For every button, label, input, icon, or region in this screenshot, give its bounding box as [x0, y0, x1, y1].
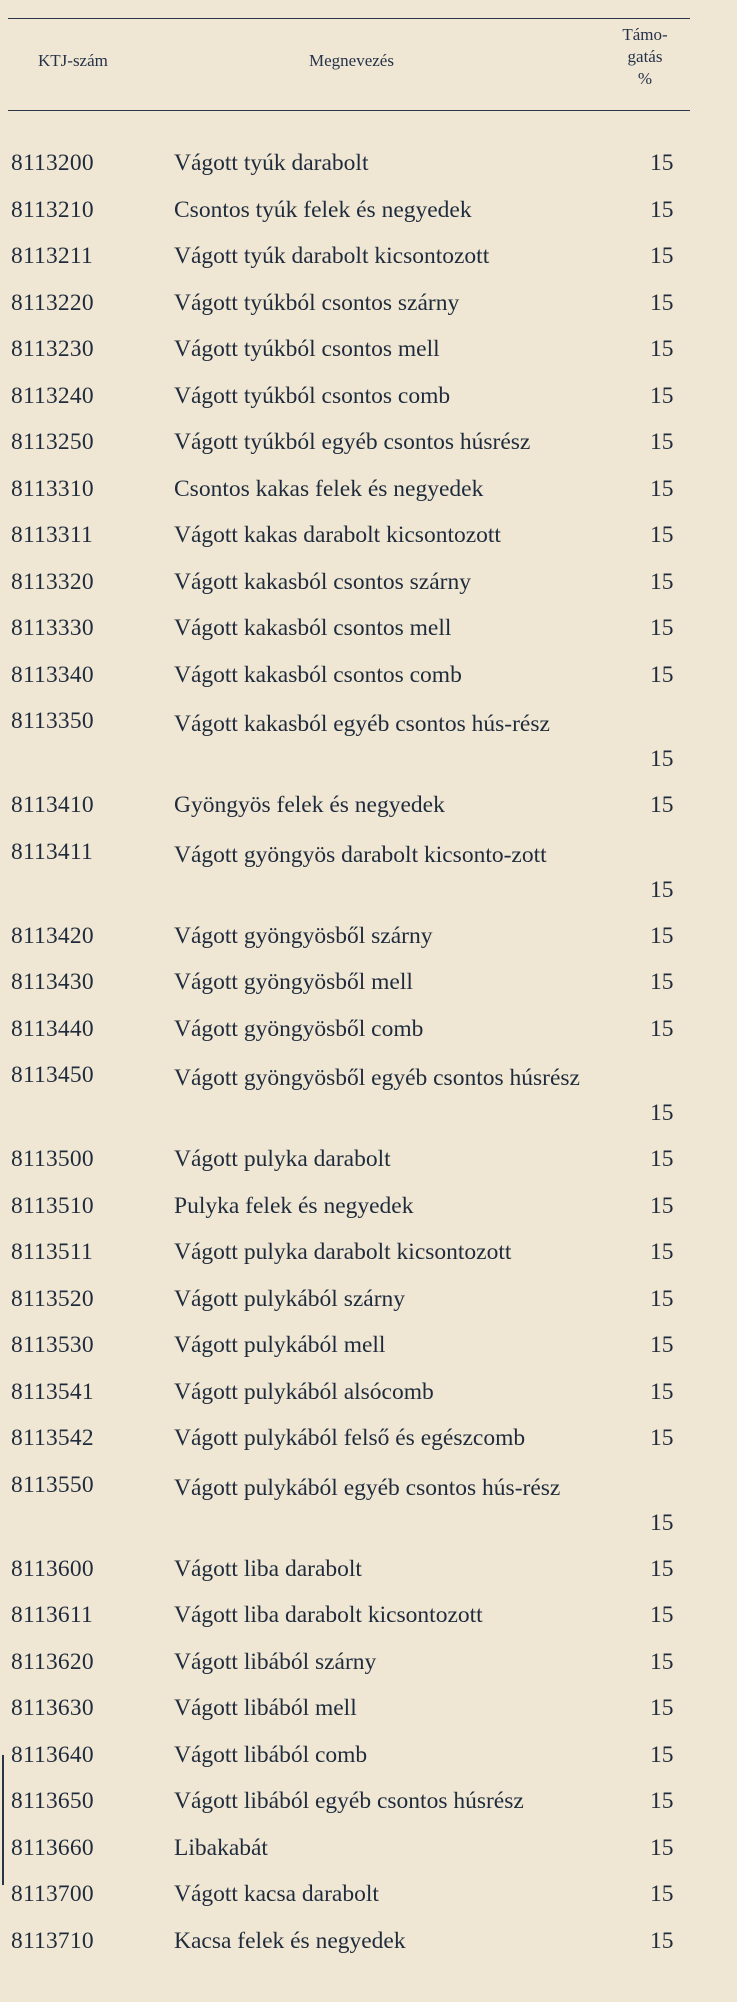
ktj-code: 8113430 [11, 969, 94, 995]
item-name: Vágott gyöngyösből szárny [174, 922, 433, 949]
item-name: Vágott liba darabolt kicsontozott [174, 1602, 483, 1628]
ktj-code: 8113250 [11, 429, 94, 455]
ktj-code: 8113420 [11, 922, 94, 949]
ktj-code: 8113410 [11, 792, 94, 818]
item-name: Vágott tyúk darabolt [174, 150, 369, 176]
item-name: Csontos tyúk felek és negyedek [174, 196, 472, 223]
column-header-code: KTJ-szám [38, 51, 108, 70]
ktj-code: 8113450 [11, 1062, 94, 1088]
ktj-code: 8113600 [11, 1555, 94, 1582]
ktj-code: 8113220 [11, 289, 94, 316]
item-name: Vágott liba darabolt [174, 1555, 362, 1582]
item-name: Vágott tyúkból csontos comb [174, 382, 451, 409]
item-name: Vágott tyúkból csontos szárny [174, 289, 460, 316]
ktj-code: 8113440 [11, 1015, 94, 1042]
ktj-code: 8113710 [11, 1927, 94, 1954]
item-name: Vágott libából comb [174, 1741, 368, 1768]
ktj-code: 8113330 [11, 615, 94, 641]
support-percent: 15 [650, 1425, 674, 1451]
ktj-code: 8113200 [11, 150, 94, 176]
item-name: Vágott pulyka darabolt [174, 1146, 391, 1172]
ktj-code: 8113660 [11, 1834, 94, 1861]
support-percent: 15 [650, 1332, 674, 1358]
ktj-code: 8113511 [11, 1239, 93, 1265]
ktj-code: 8113620 [11, 1648, 94, 1675]
item-name: Vágott libából egyéb csontos húsrész [174, 1788, 524, 1814]
ktj-code: 8113210 [11, 196, 94, 223]
support-percent: 15 [650, 1285, 674, 1312]
ktj-code: 8113700 [11, 1881, 94, 1907]
item-name: Vágott gyöngyösből mell [174, 969, 413, 995]
support-percent: 15 [650, 792, 674, 818]
support-percent: 15 [650, 661, 674, 688]
item-name: Vágott kakasból csontos comb [174, 661, 462, 688]
support-percent: 15 [650, 289, 674, 316]
support-percent: 15 [650, 1834, 674, 1861]
support-percent: 15 [650, 1788, 674, 1814]
support-percent: 15 [650, 1192, 674, 1219]
ktj-code: 8113640 [11, 1741, 94, 1768]
ktj-code: 8113411 [11, 838, 93, 865]
ktj-code: 8113350 [11, 708, 94, 734]
support-percent: 15 [650, 522, 674, 548]
column-header-percent-line: % [637, 69, 653, 88]
item-name: Vágott libából szárny [174, 1648, 377, 1675]
item-name: Vágott kakasból egyéb csontos hús-rész [174, 711, 550, 737]
support-percent: 15 [650, 568, 674, 595]
support-percent: 15 [650, 150, 674, 176]
item-name: Vágott kakas darabolt kicsontozott [174, 522, 501, 548]
support-percent: 15 [650, 196, 674, 223]
ktj-code: 8113520 [11, 1285, 94, 1312]
margin-line [2, 1755, 4, 1885]
item-name: Vágott pulykából felső és egészcomb [174, 1425, 526, 1451]
ktj-code: 8113630 [11, 1695, 94, 1721]
item-name: Vágott tyúkból egyéb csontos húsrész [174, 429, 531, 455]
item-name: Vágott pulykából alsócomb [174, 1378, 434, 1405]
ktj-code: 8113530 [11, 1332, 94, 1358]
ktj-code: 8113320 [11, 568, 94, 595]
support-percent: 15 [650, 876, 674, 903]
item-name: Vágott kakasból csontos szárny [174, 568, 471, 595]
item-name: Vágott pulykából szárny [174, 1285, 406, 1312]
support-percent: 15 [650, 1100, 674, 1126]
support-percent: 15 [650, 1695, 674, 1721]
support-percent: 15 [650, 922, 674, 949]
support-percent: 15 [650, 475, 674, 502]
item-name: Vágott gyöngyösből comb [174, 1015, 424, 1042]
ktj-code: 8113542 [11, 1425, 94, 1451]
column-header-percent [612, 24, 678, 90]
item-name: Vágott gyöngyös darabolt kicsonto-zott [174, 841, 547, 868]
ktj-code: 8113500 [11, 1146, 94, 1172]
item-name: Vágott pulyka darabolt kicsontozott [174, 1239, 512, 1265]
support-percent: 15 [650, 969, 674, 995]
table-top-rule [8, 18, 690, 19]
support-percent: 15 [650, 429, 674, 455]
support-percent: 15 [650, 1648, 674, 1675]
support-percent: 15 [650, 1146, 674, 1172]
item-name: Vágott kakasból csontos mell [174, 615, 452, 641]
support-percent: 15 [650, 243, 674, 269]
support-percent: 15 [650, 1015, 674, 1042]
ktj-code: 8113510 [11, 1192, 94, 1219]
ktj-code: 8113230 [11, 336, 94, 362]
item-name: Csontos kakas felek és negyedek [174, 475, 484, 502]
column-header-percent-line: gatás [627, 47, 663, 66]
item-name: Gyöngyös felek és negyedek [174, 792, 445, 818]
item-name: Vágott libából mell [174, 1695, 357, 1721]
ktj-code: 8113311 [11, 522, 93, 548]
ktj-code: 8113650 [11, 1788, 94, 1814]
ktj-code: 8113541 [11, 1378, 94, 1405]
support-percent: 15 [650, 615, 674, 641]
item-name: Vágott kacsa darabolt [174, 1881, 379, 1907]
support-percent: 15 [650, 746, 674, 772]
support-percent: 15 [650, 1927, 674, 1954]
column-header-name: Megnevezés [309, 51, 394, 70]
item-name: Kacsa felek és negyedek [174, 1927, 406, 1954]
support-percent: 15 [650, 1881, 674, 1907]
ktj-code: 8113340 [11, 661, 94, 688]
item-name: Vágott tyúkból csontos mell [174, 336, 440, 362]
support-percent: 15 [650, 1378, 674, 1405]
support-percent: 15 [650, 1555, 674, 1582]
item-name: Pulyka felek és negyedek [174, 1192, 414, 1219]
ktj-code: 8113550 [11, 1471, 94, 1498]
item-name: Vágott pulykából egyéb csontos hús-rész [174, 1474, 561, 1501]
column-header-percent-line: Támo- [622, 25, 668, 44]
table-header-rule [8, 110, 690, 111]
item-name: Vágott pulykából mell [174, 1332, 386, 1358]
item-name: Vágott tyúk darabolt kicsontozott [174, 243, 490, 269]
ktj-code: 8113211 [11, 243, 93, 269]
support-percent: 15 [650, 1741, 674, 1768]
ktj-code: 8113240 [11, 382, 94, 409]
support-percent: 15 [650, 1602, 674, 1628]
support-percent: 15 [650, 382, 674, 409]
ktj-code: 8113611 [11, 1602, 93, 1628]
support-percent: 15 [650, 1239, 674, 1265]
item-name: Vágott gyöngyösből egyéb csontos húsrész [174, 1065, 580, 1091]
item-name: Libakabát [174, 1834, 268, 1861]
ktj-code: 8113310 [11, 475, 94, 502]
support-percent: 15 [650, 336, 674, 362]
support-percent: 15 [650, 1509, 674, 1536]
